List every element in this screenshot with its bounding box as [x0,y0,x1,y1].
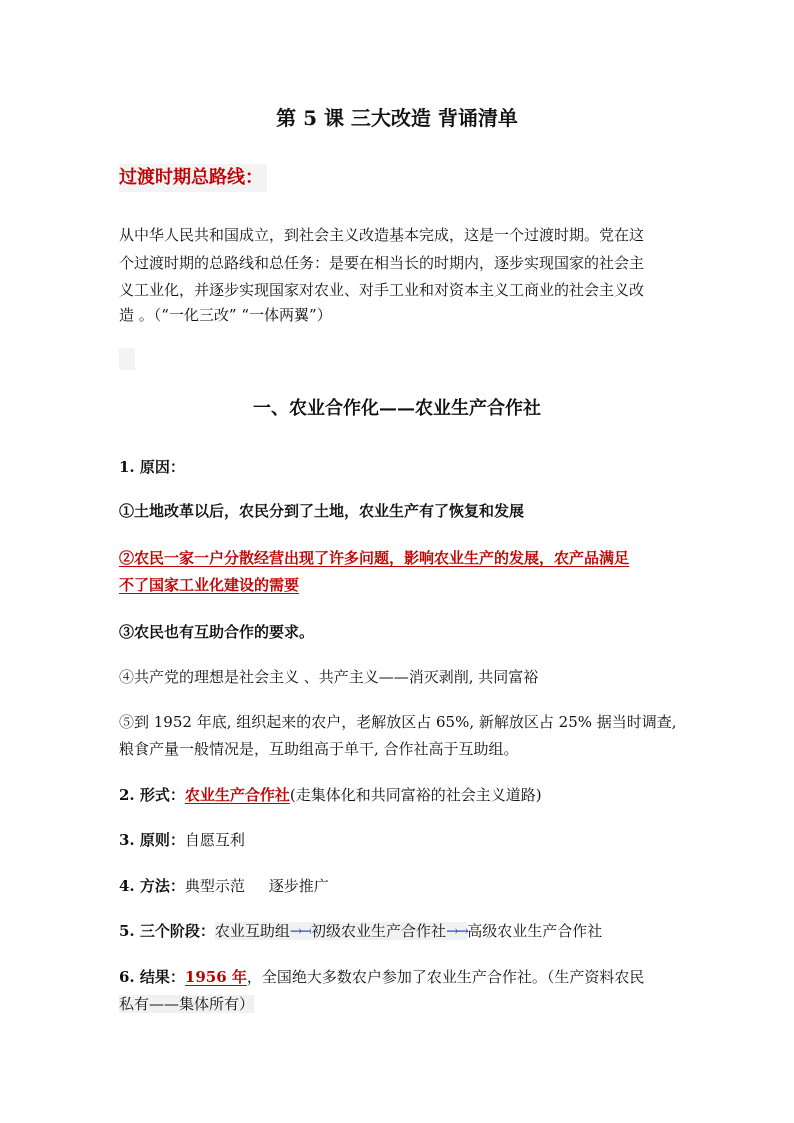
stages-row [119,918,602,944]
page-title: 第 5 课 三大改造 背诵清单 [276,106,518,130]
result-line-2 [119,991,254,1017]
stage-2: 初级农业生产合作社 [311,922,447,940]
principle-value: 自愿互利 [184,831,245,849]
method-row [119,873,329,899]
transition-line-1: 从中华人民共和国成立，到社会主义改造基本完成，这是一个过渡时期。党在这 [119,226,645,244]
reason-1: ①土地改革以后，农民分到了土地，农业生产有了恢复和发展 [119,502,525,520]
transition-line-3: 义工业化，并逐步实现国家对农业、对手工业和对资本主义工商业的社会主义改 [119,281,645,299]
result-row [119,964,644,990]
form-row [119,782,542,808]
principle-row [119,827,245,853]
transition-line-2: 个过渡时期的总路线和总任务：是要在相当长的时期内，逐步实现国家的社会主 [119,254,645,272]
form-value: 农业生产合作社 [184,786,290,804]
result-text: ，全国绝大多数农户参加了农业生产合作社。（生产资料农民 [246,968,645,986]
stage-1: 农业互助组 [214,922,290,940]
arrow-icon: →→ [289,922,312,940]
stage-3: 高级农业生产合作社 [467,922,603,940]
reason-4: ④共产党的理想是社会主义 、共产主义——消灭剥削, 共同富裕 [119,668,539,686]
blank-marker [119,348,135,370]
result-label: 6. 结果： [119,968,185,986]
form-label: 2. 形式： [119,786,185,804]
reason-5-line-2: 粮食产量一般情况是，互助组高于单干, 合作社高于互助组。 [119,740,519,758]
reason-3: ③农民也有互助合作的要求。 [119,623,315,641]
arrow-icon: →→ [446,922,468,940]
form-note: (走集体化和共同富裕的社会主义道路) [289,786,542,804]
transition-heading: 过渡时期总路线： [119,164,267,192]
section-title: 一、农业合作化——农业生产合作社 [253,398,541,419]
stages-label: 5. 三个阶段： [119,922,215,940]
method-value: 典型示范 逐步推广 [184,877,329,895]
reason-2-line-2: 不了国家工业化建设的需要 [119,576,300,594]
reasons-label: 1. 原因： [119,458,185,476]
reason-5-line-1: ⑤到 1952 年底, 组织起来的农户，老解放区占 65%, 新解放区占 25% 据当时调查, [119,713,677,731]
transition-line-4: 造 。（“一化三改” “一体两翼”） [119,306,332,324]
principle-label: 3. 原则： [119,831,185,849]
method-label: 4. 方法： [119,877,185,895]
result-year: 1956 年 [184,968,247,986]
result-line-2-text: 私有——集体所有） [119,995,255,1013]
reason-2-line-1: ②农民一家一户分散经营出现了许多问题，影响农业生产的发展，农产品满足 [119,549,630,567]
